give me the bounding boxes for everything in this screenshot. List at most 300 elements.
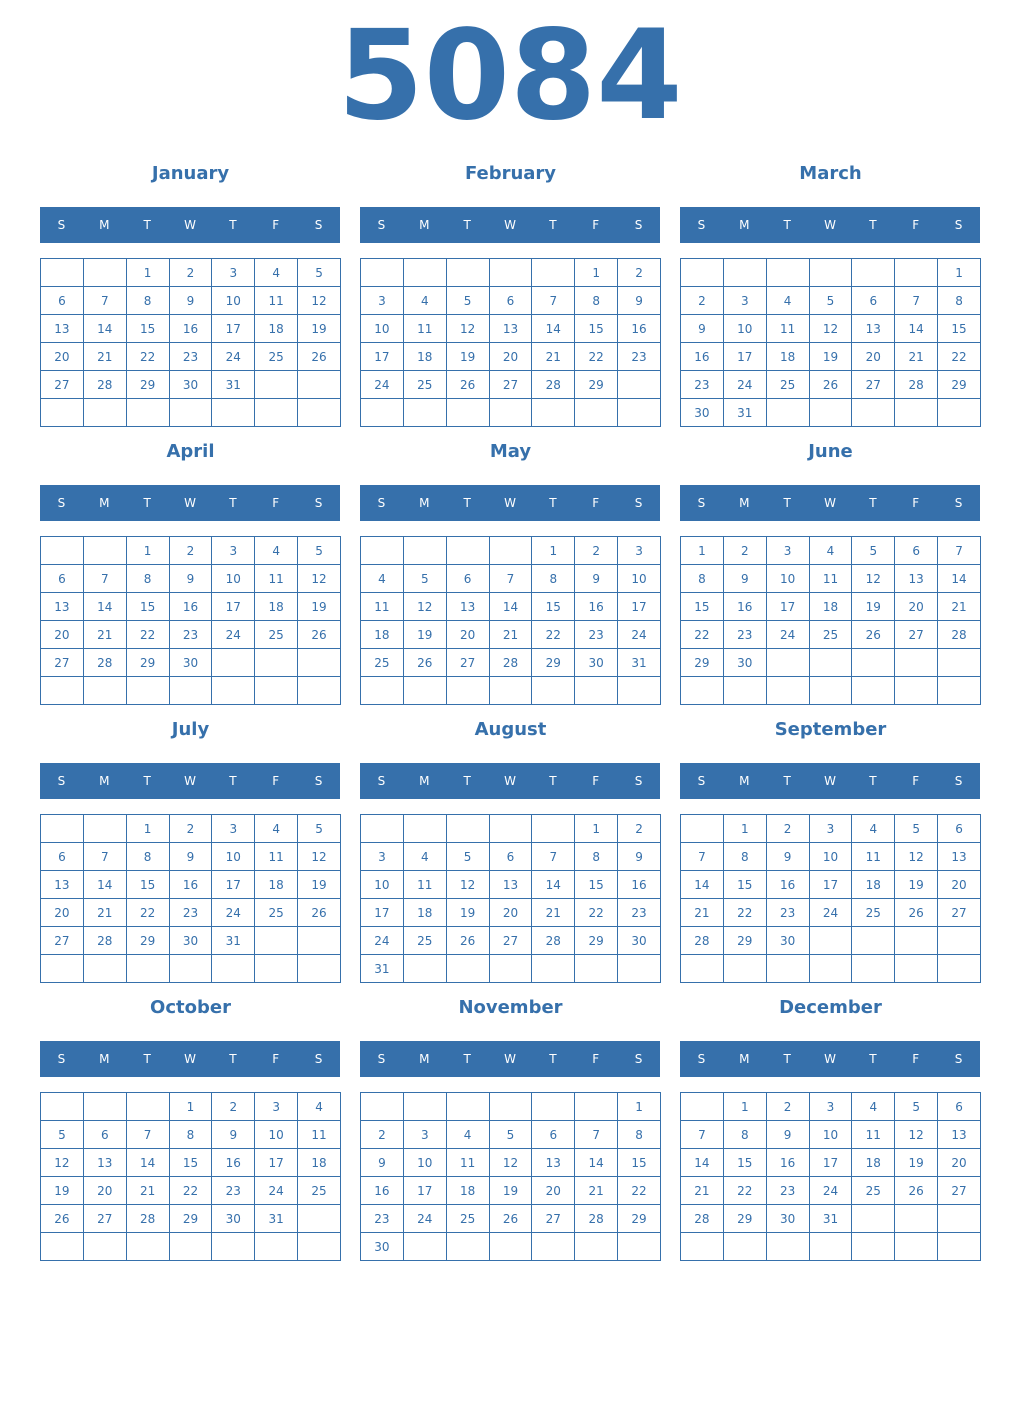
day-cell: 12 [809,315,852,343]
day-cell [83,677,126,705]
day-cell: 3 [212,537,255,565]
day-cell [83,1233,126,1261]
week-row [681,677,981,705]
day-cell [41,955,84,983]
day-cell: 8 [169,1121,212,1149]
week-row [41,287,341,315]
day-cell: 4 [255,259,298,287]
weekday-label: M [419,1052,430,1066]
month-name: August [474,719,547,740]
day-cell: 26 [489,1205,532,1233]
weekday-label: T [463,218,471,232]
day-cell: 31 [212,371,255,399]
day-cell [41,677,84,705]
day-cell: 23 [169,343,212,371]
weekday-label: F [272,496,280,510]
day-cell [575,677,618,705]
day-cell: 15 [532,593,575,621]
weekday-label: F [272,774,280,788]
month-name: February [464,163,557,184]
day-grid [680,1092,981,1261]
day-grid [360,1092,661,1261]
week-row [41,621,341,649]
day-cell: 22 [618,1177,661,1205]
weekday-label: W [824,1052,836,1066]
day-cell [298,649,341,677]
day-cell: 13 [446,593,489,621]
weekday-label: S [377,1052,386,1066]
day-cell [446,537,489,565]
day-cell [681,677,724,705]
day-cell: 14 [532,871,575,899]
day-cell [895,677,938,705]
day-cell: 28 [83,927,126,955]
day-cell [938,955,981,983]
day-cell: 19 [41,1177,84,1205]
week-row [361,871,661,899]
day-cell [809,955,852,983]
day-cell: 5 [895,1093,938,1121]
day-cell: 29 [126,927,169,955]
day-cell: 15 [723,871,766,899]
day-cell: 13 [41,871,84,899]
day-cell: 25 [255,343,298,371]
day-cell: 7 [83,287,126,315]
day-cell: 27 [532,1205,575,1233]
day-cell: 31 [212,927,255,955]
day-cell [403,259,446,287]
weekday-label: T [143,1052,151,1066]
weekday-label: W [184,218,196,232]
week-row [681,927,981,955]
weekday-label: S [954,496,963,510]
day-cell: 29 [126,371,169,399]
week-row [361,565,661,593]
day-cell [361,815,404,843]
week-row [41,399,341,427]
day-cell: 21 [83,621,126,649]
day-cell: 2 [618,815,661,843]
weekday-header [40,485,340,521]
day-cell: 8 [723,843,766,871]
weekday-label: S [377,496,386,510]
day-cell: 30 [681,399,724,427]
day-cell [532,1093,575,1121]
weekday-label: T [869,1052,877,1066]
day-cell [809,1233,852,1261]
weekday-label: T [229,1052,237,1066]
day-cell: 10 [212,287,255,315]
day-cell: 28 [575,1205,618,1233]
day-cell: 10 [255,1121,298,1149]
day-cell: 15 [169,1149,212,1177]
day-cell [41,537,84,565]
day-cell: 21 [575,1177,618,1205]
weekday-label: F [272,1052,280,1066]
day-cell: 24 [618,621,661,649]
day-cell [532,955,575,983]
day-cell: 25 [255,621,298,649]
day-cell: 25 [809,621,852,649]
day-cell: 17 [723,343,766,371]
day-cell: 3 [361,287,404,315]
day-cell: 19 [298,315,341,343]
day-cell: 10 [766,565,809,593]
weekday-label: T [143,218,151,232]
day-cell: 3 [723,287,766,315]
day-cell: 1 [126,259,169,287]
day-cell: 3 [403,1121,446,1149]
day-cell: 17 [212,593,255,621]
week-row [41,1093,341,1121]
day-cell: 6 [532,1121,575,1149]
day-cell: 26 [446,927,489,955]
day-cell: 9 [212,1121,255,1149]
day-cell: 4 [298,1093,341,1121]
day-cell: 7 [895,287,938,315]
day-cell: 22 [126,621,169,649]
day-grid [360,814,661,983]
day-cell: 26 [298,899,341,927]
day-cell: 12 [852,565,895,593]
day-cell [618,399,661,427]
day-grid [360,536,661,705]
week-row [361,371,661,399]
weekday-label: S [377,774,386,788]
day-cell: 27 [446,649,489,677]
day-cell: 6 [852,287,895,315]
day-cell [126,1093,169,1121]
day-cell: 17 [361,899,404,927]
day-cell: 29 [532,649,575,677]
day-cell: 24 [809,1177,852,1205]
day-cell [446,955,489,983]
day-cell: 1 [723,1093,766,1121]
day-cell [255,677,298,705]
day-cell: 13 [489,315,532,343]
week-row [681,1149,981,1177]
day-cell [723,1233,766,1261]
day-cell: 22 [126,343,169,371]
week-row [681,371,981,399]
day-cell: 13 [895,565,938,593]
weekday-label: M [419,774,430,788]
week-row [41,815,341,843]
day-cell: 15 [126,315,169,343]
week-row [361,1205,661,1233]
day-cell [809,677,852,705]
day-cell: 31 [723,399,766,427]
day-cell: 24 [361,927,404,955]
day-cell [83,1093,126,1121]
weekday-label: T [229,496,237,510]
day-cell: 17 [212,871,255,899]
day-cell [489,1233,532,1261]
weekday-label: S [314,496,323,510]
day-cell [298,955,341,983]
day-cell: 16 [618,871,661,899]
day-cell: 6 [895,537,938,565]
day-cell [575,955,618,983]
day-cell: 5 [298,815,341,843]
day-cell: 27 [41,371,84,399]
day-cell: 23 [212,1177,255,1205]
day-cell: 9 [723,565,766,593]
day-cell: 25 [446,1205,489,1233]
day-cell: 24 [809,899,852,927]
day-cell [446,1233,489,1261]
day-cell: 7 [83,565,126,593]
day-cell: 9 [575,565,618,593]
weekday-label: W [504,218,516,232]
day-cell [255,399,298,427]
day-cell: 5 [809,287,852,315]
week-row [361,649,661,677]
weekday-header [40,763,340,799]
day-cell: 29 [575,371,618,399]
week-row [41,537,341,565]
week-row [681,287,981,315]
day-cell: 29 [618,1205,661,1233]
day-cell: 31 [361,955,404,983]
day-cell: 5 [298,537,341,565]
day-cell: 19 [895,871,938,899]
weekday-label: W [824,218,836,232]
year-title: 5084 [337,4,683,148]
week-row [361,1121,661,1149]
week-row [681,1205,981,1233]
day-cell: 13 [938,1121,981,1149]
day-cell [489,955,532,983]
day-cell: 26 [895,899,938,927]
day-cell [723,955,766,983]
week-row [41,955,341,983]
day-cell: 13 [532,1149,575,1177]
day-cell: 21 [126,1177,169,1205]
day-cell [126,955,169,983]
day-cell: 21 [83,343,126,371]
day-cell: 5 [895,815,938,843]
weekday-label: S [314,774,323,788]
day-cell: 18 [766,343,809,371]
day-cell [681,259,724,287]
day-cell: 19 [852,593,895,621]
day-cell: 5 [489,1121,532,1149]
weekday-label: M [739,496,750,510]
day-cell: 7 [532,287,575,315]
day-cell: 28 [938,621,981,649]
day-cell [618,677,661,705]
day-cell: 19 [298,871,341,899]
week-row [361,1149,661,1177]
day-cell: 23 [361,1205,404,1233]
day-cell [895,1205,938,1233]
month-name: January [151,163,230,184]
weekday-label: S [697,774,706,788]
day-cell: 7 [126,1121,169,1149]
day-cell: 28 [532,371,575,399]
day-cell [41,399,84,427]
day-cell [723,259,766,287]
weekday-label: M [99,774,110,788]
week-row [361,343,661,371]
weekday-label: S [57,496,66,510]
day-cell: 20 [938,1149,981,1177]
day-cell: 12 [298,843,341,871]
day-cell: 27 [41,649,84,677]
day-cell: 14 [532,315,575,343]
day-cell [938,399,981,427]
weekday-label: F [912,774,920,788]
week-row [41,1233,341,1261]
day-cell: 23 [723,621,766,649]
day-cell [255,955,298,983]
day-cell [766,399,809,427]
week-row [361,315,661,343]
week-row [41,927,341,955]
day-cell: 21 [532,343,575,371]
day-cell: 10 [212,565,255,593]
week-row [41,899,341,927]
day-cell: 22 [532,621,575,649]
day-cell: 11 [446,1149,489,1177]
day-cell: 19 [895,1149,938,1177]
day-cell: 3 [255,1093,298,1121]
day-cell: 29 [169,1205,212,1233]
week-row [41,843,341,871]
day-cell [212,399,255,427]
day-cell: 13 [41,315,84,343]
day-cell: 24 [212,621,255,649]
weekday-header [680,1041,980,1077]
day-cell [83,259,126,287]
day-cell: 11 [852,1121,895,1149]
day-cell: 17 [212,315,255,343]
day-cell: 2 [169,259,212,287]
day-cell: 1 [575,815,618,843]
day-cell: 13 [852,315,895,343]
weekday-label: T [869,218,877,232]
day-cell [403,1233,446,1261]
day-cell: 8 [126,287,169,315]
day-cell: 12 [895,843,938,871]
month-name: April [166,441,215,462]
day-cell: 2 [361,1121,404,1149]
day-cell: 16 [361,1177,404,1205]
day-cell: 11 [403,871,446,899]
weekday-label: T [783,774,791,788]
week-row [681,649,981,677]
day-cell: 16 [766,871,809,899]
day-cell: 20 [83,1177,126,1205]
day-cell: 4 [403,843,446,871]
day-cell: 24 [361,371,404,399]
week-row [681,843,981,871]
day-cell: 10 [361,871,404,899]
day-cell: 12 [489,1149,532,1177]
day-cell: 10 [723,315,766,343]
day-cell: 8 [938,287,981,315]
weekday-label: T [229,774,237,788]
day-cell: 18 [403,343,446,371]
weekday-label: T [143,496,151,510]
day-cell: 19 [489,1177,532,1205]
day-cell: 16 [169,315,212,343]
week-row [681,871,981,899]
weekday-header [680,207,980,243]
weekday-label: M [739,1052,750,1066]
day-cell: 20 [489,343,532,371]
weekday-label: M [419,218,430,232]
day-cell: 8 [681,565,724,593]
week-row [681,815,981,843]
day-cell: 29 [681,649,724,677]
day-cell: 20 [41,621,84,649]
day-cell: 9 [169,843,212,871]
week-row [681,537,981,565]
day-cell: 24 [212,899,255,927]
day-cell: 18 [403,899,446,927]
day-cell: 20 [489,899,532,927]
week-row [361,1093,661,1121]
weekday-label: T [783,496,791,510]
day-cell [403,815,446,843]
day-cell: 6 [938,1093,981,1121]
day-cell: 22 [723,1177,766,1205]
weekday-label: W [184,496,196,510]
day-cell: 9 [618,843,661,871]
day-cell: 7 [575,1121,618,1149]
day-cell [618,1233,661,1261]
weekday-label: S [634,496,643,510]
day-cell: 13 [489,871,532,899]
day-cell: 18 [852,1149,895,1177]
week-row [681,621,981,649]
week-row [681,899,981,927]
day-cell: 15 [575,315,618,343]
week-row [41,565,341,593]
day-cell: 1 [575,259,618,287]
weekday-label: M [739,218,750,232]
day-cell [446,815,489,843]
day-cell [298,1233,341,1261]
weekday-label: W [184,1052,196,1066]
month-name: November [458,997,563,1018]
day-cell [212,649,255,677]
month-name: March [799,163,862,184]
day-cell: 14 [575,1149,618,1177]
day-cell: 27 [938,899,981,927]
day-cell [895,649,938,677]
day-cell: 31 [255,1205,298,1233]
day-cell: 19 [446,899,489,927]
day-cell: 23 [575,621,618,649]
day-cell [766,259,809,287]
day-cell: 17 [766,593,809,621]
day-cell: 7 [938,537,981,565]
day-cell: 30 [212,1205,255,1233]
day-cell: 10 [361,315,404,343]
day-cell: 14 [83,593,126,621]
day-cell: 30 [169,371,212,399]
day-cell: 15 [681,593,724,621]
week-row [681,399,981,427]
weekday-label: F [912,218,920,232]
day-cell: 2 [169,815,212,843]
day-cell: 24 [766,621,809,649]
weekday-label: F [592,496,600,510]
day-cell: 18 [361,621,404,649]
